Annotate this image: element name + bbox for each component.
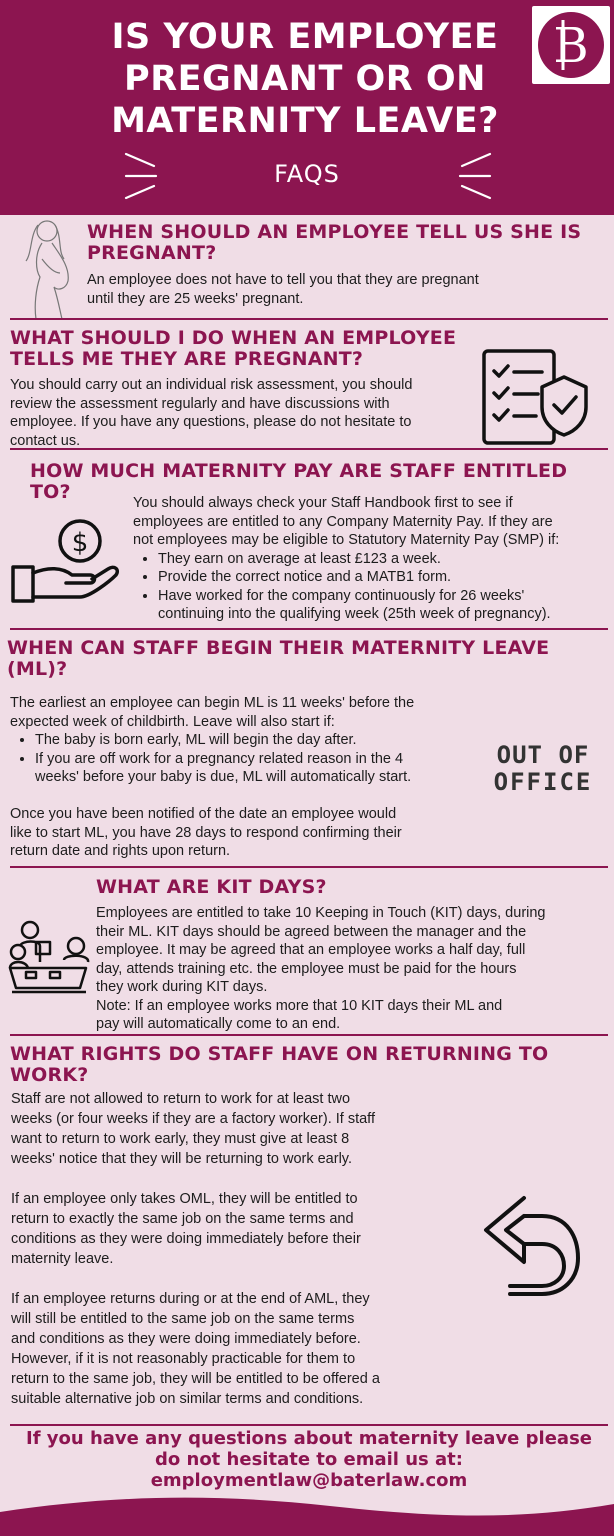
divider bbox=[10, 448, 608, 450]
divider bbox=[10, 866, 608, 868]
section-tell-body: An employee does not have to tell you that they are pregnant until they are 25 weeks' pregnant. bbox=[87, 272, 479, 307]
divider bbox=[10, 628, 608, 630]
pregnant-woman-icon bbox=[20, 215, 78, 320]
list-item: • They earn on average at least £123 a week. bbox=[158, 550, 608, 569]
section-rights-heading: WHAT RIGHTS DO STAFF HAVE ON RETURNING TO WORK? bbox=[10, 1043, 549, 1086]
footer-wave bbox=[0, 1490, 614, 1536]
checklist-shield-icon bbox=[480, 347, 590, 447]
right-burst-icon bbox=[454, 148, 496, 204]
divider bbox=[10, 1424, 608, 1426]
meeting-table-icon bbox=[6, 918, 90, 994]
section-begin-heading: WHEN CAN STAFF BEGIN THEIR MATERNITY LEAVE (ML)? bbox=[7, 637, 550, 680]
out-of-office-icon: OUT OF OFFICE bbox=[493, 741, 593, 796]
begin-bullet-list bbox=[10, 731, 480, 787]
section-kit-body: Employees are entitled to take 10 Keeping in Touch (KIT) days, during their ML. KIT days should be agreed between the manager and the employee. It may be agreed that an employee works a half day, full day, attends training etc. the employee must be paid for the hours they work during KIT days. Note: If an employee works more that 10 KIT days their ML and pay will automatically come to an end. bbox=[96, 905, 546, 1032]
section-todo-body: You should carry out an individual risk assessment, you should review the assessment regularly and have discussions with employee. If you have any questions, please do not hesitate to contact us. bbox=[10, 377, 413, 449]
svg-text:B: B bbox=[553, 18, 589, 74]
baterlaw-b-logo-icon bbox=[532, 6, 610, 84]
list-item: • The baby is born early, ML will begin the day after. bbox=[35, 731, 480, 750]
section-pay-heading: HOW MUCH MATERNITY PAY ARE STAFF ENTITLED TO? bbox=[30, 460, 568, 503]
svg-text:$: $ bbox=[71, 528, 89, 558]
left-burst-icon bbox=[120, 148, 162, 204]
footer-contact: If you have any questions about maternity leave please do not hesitate to email us at: employmentlaw@baterlaw.com bbox=[20, 1428, 598, 1491]
section-tell-heading: WHEN SHOULD AN EMPLOYEE TELL US SHE IS PREGNANT? bbox=[87, 221, 582, 264]
divider bbox=[10, 318, 608, 320]
divider bbox=[10, 1034, 608, 1036]
email-link[interactable]: employmentlaw@baterlaw.com bbox=[150, 1470, 468, 1491]
section-begin-body: The earliest an employee can begin ML is 11 weeks' before the expected week of childbirth. Leave will also start if: • The baby is born early, ML will begin the day after. • If you are off work for a pregnancy related reason in the 4 weeks' before your baby is due, ML will automatically start. Once you have been notified of the date an employee would like to start ML, you have 28 days to respond confirming their return date and rights upon return. bbox=[10, 694, 480, 861]
list-item: • Provide the correct notice and a MATB1 form. bbox=[158, 568, 608, 587]
hand-money-icon bbox=[10, 515, 122, 605]
faqs-subtitle: FAQS bbox=[274, 160, 340, 188]
section-todo-heading: WHAT SHOULD I DO WHEN AN EMPLOYEE TELLS ME THEY ARE PREGNANT? bbox=[10, 327, 457, 370]
section-rights-body: Staff are not allowed to return to work for at least two weeks (or four weeks if they are a factory worker). If staff want to return to work early, they must give at least 8 weeks' notice that they will be returning to work early. If an employee only takes OML, they will be entitled to return to exactly the same job on the same terms and conditions as they were doing immediately before their maternity leave. If an employee returns during or at the end of AML, they will still be entitled to the same job on the same terms and conditions as they were doing immediately before. However, if it is not reasonably practicable for them to return to the same job, they will be entitled to be offered a suitable alternative job on similar terms and conditions. bbox=[11, 1091, 380, 1407]
list-item: • Have worked for the company continuously for 26 weeks' continuing into the qualifying week (25th week of pregnancy). bbox=[158, 587, 608, 624]
list-item: • If you are off work for a pregnancy related reason in the 4 weeks' before your baby is due, ML will automatically start. bbox=[35, 750, 480, 787]
section-kit-heading: WHAT ARE KIT DAYS? bbox=[96, 876, 327, 898]
pay-bullet-list bbox=[133, 550, 608, 624]
page-title: IS YOUR EMPLOYEE PREGNANT OR ON MATERNITY LEAVE? bbox=[111, 17, 499, 141]
section-pay-body: You should always check your Staff Handbook first to see if employees are entitled to any Company Maternity Pay. If they are not employees may be eligible to Statutory Maternity Pay (SMP) if: • They earn on average at least £123 a week. • Provide the correct notice and a MATB1 form. • Have worked for the company continuously for 26 weeks' continuing into the qualifying week (25th week of pregnancy). bbox=[133, 494, 608, 624]
return-arrow-icon bbox=[480, 1192, 580, 1296]
